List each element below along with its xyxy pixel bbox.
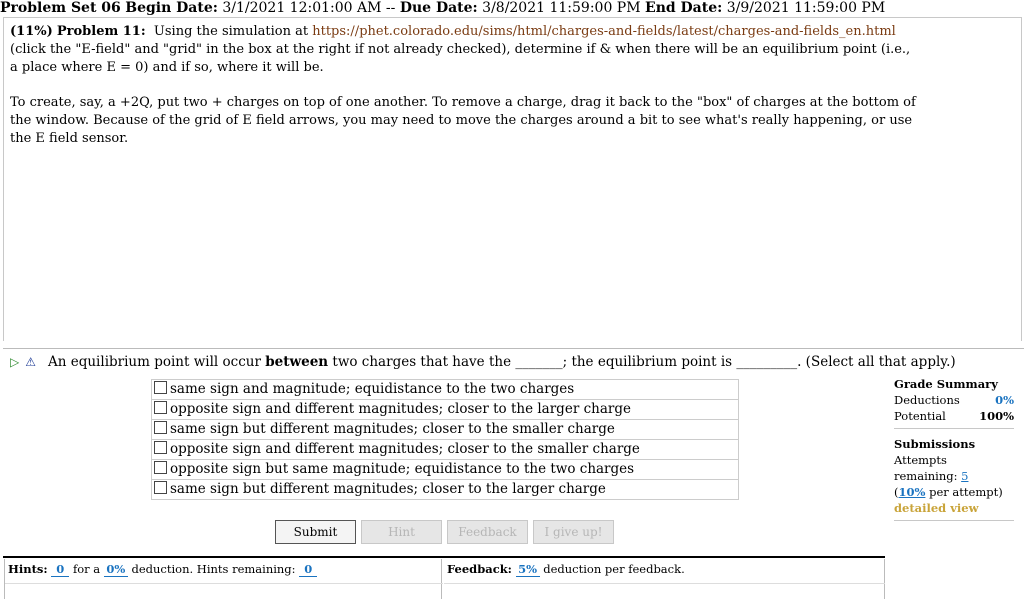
problem-set-header — [0, 0, 1024, 17]
hints-for-a: for a — [72, 562, 101, 576]
checkbox[interactable] — [154, 441, 167, 454]
option-row[interactable] — [152, 480, 739, 500]
problem-intro: Using the simulation at — [153, 24, 309, 39]
problem-number: Problem 11: — [56, 24, 146, 39]
per-attempt-pct[interactable]: 10% — [898, 485, 926, 499]
grade-summary-title: Grade Summary — [894, 377, 998, 391]
deductions-label: Deductions — [894, 393, 960, 407]
option-label: opposite sign and different magnitudes; closer to the larger charge — [170, 401, 631, 417]
hints-deduction-text: deduction. Hints remaining: — [131, 562, 296, 576]
problem-text — [10, 23, 920, 148]
hints-deduction-pct: 0% — [104, 562, 128, 577]
problem-weight: (11%) — [10, 24, 53, 39]
problem-statement-box — [3, 17, 1022, 341]
checkbox[interactable] — [154, 481, 167, 494]
hints-remaining: 0 — [299, 562, 317, 577]
answer-options — [151, 379, 739, 500]
submissions-title: Submissions — [894, 437, 976, 451]
begin-date: 3/1/2021 12:01:00 AM — [222, 0, 382, 16]
play-icon[interactable]: ▷ — [10, 355, 20, 369]
question-part-2: two charges that have the _______; the equilibrium point is _________. (Select all that apply.) — [332, 354, 956, 370]
end-label: End Date: — [645, 0, 723, 16]
set-label: Problem Set 06 — [0, 0, 121, 16]
attempts-remaining-value[interactable]: 5 — [961, 469, 969, 483]
option-label: opposite sign and different magnitudes; closer to the smaller charge — [170, 441, 640, 457]
feedback-deduction-text: deduction per feedback. — [543, 562, 685, 576]
submit-button[interactable]: Submit — [275, 520, 356, 544]
question-divider — [3, 348, 1024, 349]
option-label: same sign but different magnitudes; closer to the larger charge — [170, 481, 606, 497]
checkbox[interactable] — [154, 401, 167, 414]
potential-label: Potential — [894, 409, 946, 423]
feedback-label: Feedback: — [447, 562, 512, 576]
question-part-1: An equilibrium point will occur — [48, 354, 261, 370]
simulation-link[interactable]: https://phet.colorado.edu/sims/html/charges-and-fields/latest/charges-and-fields_en.html — [312, 24, 896, 39]
checkbox[interactable] — [154, 461, 167, 474]
hints-label: Hints: — [8, 562, 48, 576]
feedback-bar — [444, 559, 885, 599]
checkbox[interactable] — [154, 381, 167, 394]
feedback-deduction-pct: 5% — [516, 562, 540, 577]
option-row[interactable] — [152, 380, 739, 400]
detailed-view-link[interactable]: detailed view — [894, 501, 979, 515]
option-row[interactable] — [152, 460, 739, 480]
per-attempt-label: per attempt) — [929, 485, 1003, 499]
due-label: Due Date: — [399, 0, 478, 16]
hint-button[interactable]: Hint — [361, 520, 442, 544]
feedback-button[interactable]: Feedback — [447, 520, 528, 544]
sidebar-divider — [894, 428, 1014, 429]
give-up-button[interactable]: I give up! — [533, 520, 614, 544]
option-label: same sign but different magnitudes; closer to the smaller charge — [170, 421, 615, 437]
problem-paragraph-2: To create, say, a +2Q, put two + charges on top of one another. To remove a charge, drag it back to the "box" of charges at the bottom of the window. Because of the grid of E field arrows, you may need to move the charges around a bit to see what's really happening, or use the E field sensor. — [10, 95, 916, 146]
begin-label: Begin Date: — [125, 0, 218, 16]
potential-value: 100% — [979, 409, 1014, 423]
option-label: opposite sign but same magnitude; equidistance to the two charges — [170, 461, 635, 477]
hints-bar-rule — [5, 583, 443, 584]
due-date: 3/8/2021 11:59:00 PM — [482, 0, 641, 16]
question-prompt — [10, 353, 956, 371]
hints-count: 0 — [51, 562, 69, 577]
warning-icon: ⚠ — [25, 355, 36, 369]
feedback-bar-rule — [444, 583, 885, 584]
option-row[interactable] — [152, 420, 739, 440]
header-separator: -- — [385, 0, 396, 16]
problem-instructions: (click the "E-field" and "grid" in the box at the right if not already checked), determine if & when there will be an equilibrium point (i.e., a place where E = 0) and if so, where it will be. — [10, 42, 911, 75]
grade-sidebar: Grade Summary Deductions 0% Potential 100% Submissions Attempts remaining: 5 (10% per attempt) detailed view — [894, 376, 1014, 528]
option-row[interactable] — [152, 400, 739, 420]
option-label: same sign and magnitude; equidistance to the two charges — [170, 381, 575, 397]
bottom-rule — [3, 556, 885, 558]
deductions-value: 0% — [995, 393, 1014, 407]
sidebar-divider-2 — [894, 520, 1014, 521]
hints-bar — [4, 559, 442, 599]
question-bold-word: between — [265, 354, 329, 370]
option-row[interactable] — [152, 440, 739, 460]
attempts-label: Attempts remaining: — [894, 453, 958, 483]
end-date: 3/9/2021 11:59:00 PM — [726, 0, 886, 16]
checkbox[interactable] — [154, 421, 167, 434]
